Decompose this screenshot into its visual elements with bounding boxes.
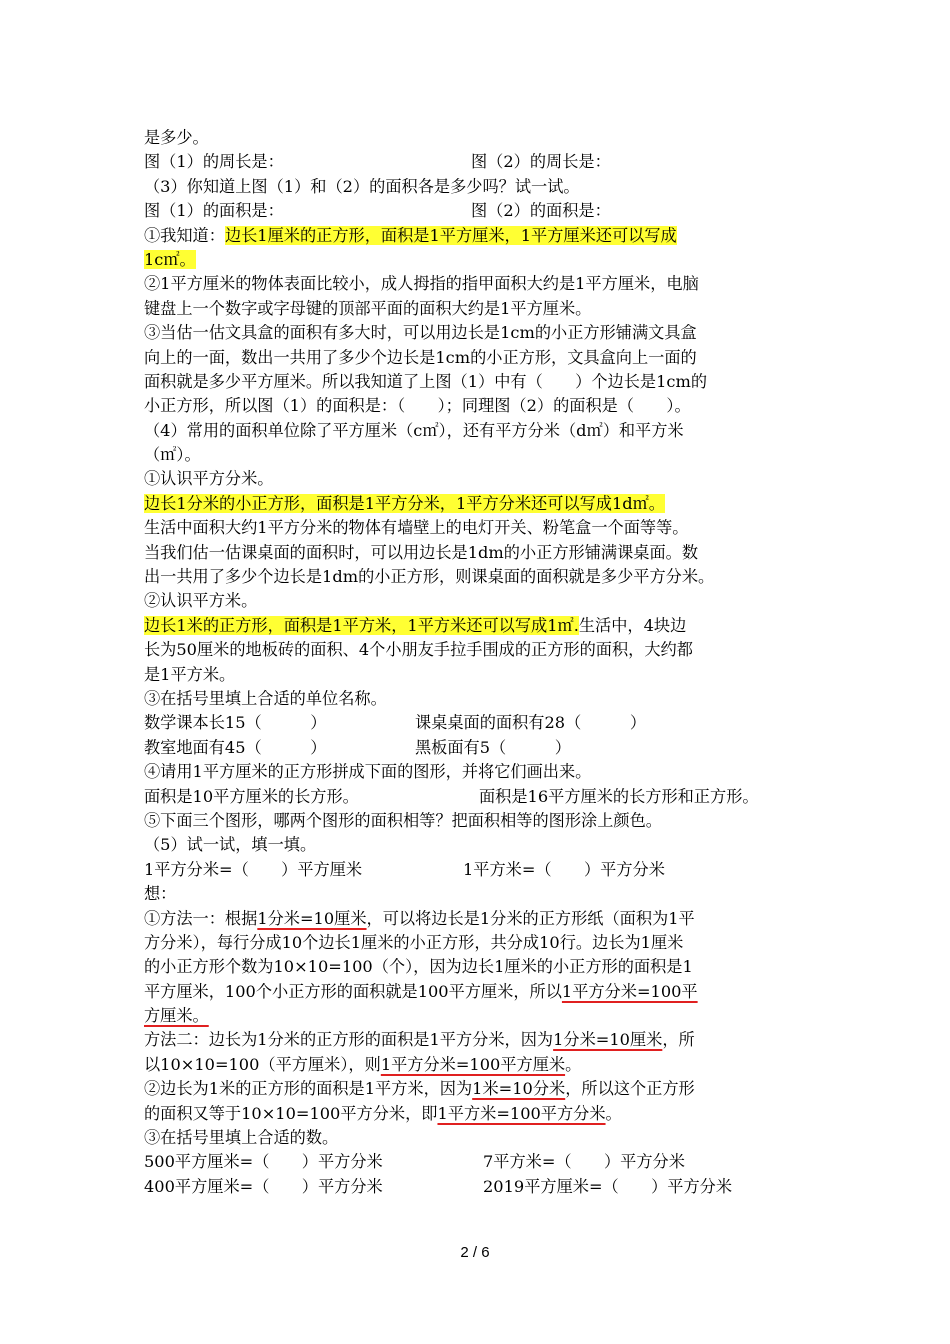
text-line: ①认识平方分米。: [144, 469, 274, 489]
highlighted-definition: 边长1厘米的正方形，面积是1平方厘米，1平方厘米还可以写成: [224, 225, 677, 245]
area-fig2-label: 图（2）的面积是：: [471, 201, 611, 221]
text-line: ②认识平方米。: [144, 591, 258, 611]
text-line: ③当估一估文具盒的面积有多大时，可以用边长是1cm的小正方形铺满文具盒: [144, 323, 697, 343]
fill-blank-item: 1平方分米=（ ）平方厘米: [144, 859, 363, 879]
fill-blank-item: 2019平方厘米=（ ）平方分米: [483, 1176, 733, 1196]
underlined-fact: 1平方分米=100平: [561, 981, 698, 1001]
text-row: [144, 736, 808, 760]
text-line: 是多少。: [144, 128, 209, 147]
text-line: [144, 614, 808, 638]
fill-blank-item: 7平方米=（ ）平方分米: [483, 1152, 685, 1172]
perimeter-fig2-label: 图（2）的周长是：: [471, 152, 611, 172]
body-text: ，所以这个正方形: [565, 1079, 695, 1099]
text-row: [144, 1150, 808, 1174]
body-text: ，可以将边长是1分米的正方形纸（面积为1平: [366, 908, 695, 928]
text-line: [144, 224, 808, 248]
text-line: [144, 907, 808, 931]
fill-blank-item: 500平方厘米=（ ）平方分米: [144, 1152, 383, 1172]
body-text: ，所: [662, 1030, 695, 1050]
fill-blank-item: 1平方米=（ ）平方分米: [463, 859, 665, 879]
task-item: 面积是10平方厘米的长方形。: [144, 786, 359, 806]
underlined-fact: 1平方分米=100平方厘米: [380, 1054, 566, 1074]
text-row: [144, 150, 808, 174]
text-line: 想：: [144, 884, 177, 904]
text-line: [144, 1102, 808, 1126]
area-fig1-label: 图（1）的面积是：: [144, 201, 284, 221]
text-row: [144, 199, 808, 223]
body-text: ①方法一：根据: [144, 908, 258, 928]
body-text: 生活中，4块边: [578, 615, 687, 635]
body-text: ②边长为1米的正方形的面积是1平方米，因为: [144, 1079, 473, 1099]
lead-text: ①我知道：: [144, 225, 225, 245]
text-line: 是1平方米。: [144, 664, 236, 684]
text-row: [144, 1175, 808, 1199]
body-text: 方法二：边长为1分米的正方形的面积是1平方分米，因为: [144, 1030, 554, 1050]
text-line: [144, 980, 808, 1004]
fill-blank-item: 数学课本长15（ ）: [144, 713, 327, 733]
text-row: [144, 711, 808, 735]
text-line: [144, 1053, 808, 1077]
text-line: （4）常用的面积单位除了平方厘米（c㎡），还有平方分米（d㎡）和平方米: [144, 420, 684, 440]
page-number: 2 / 6: [460, 1244, 490, 1261]
underlined-fact: 1米=10分米: [472, 1079, 566, 1099]
perimeter-fig1-label: 图（1）的周长是：: [144, 152, 284, 172]
fill-blank-item: 400平方厘米=（ ）平方分米: [144, 1176, 383, 1196]
text-line: [144, 1004, 808, 1028]
text-line: ⑤下面三个图形，哪两个图形的面积相等？把面积相等的图形涂上颜色。: [144, 810, 662, 830]
highlighted-definition: 边长1分米的小正方形，面积是1平方分米，1平方分米还可以写成1d㎡。: [144, 493, 665, 513]
text-line: 方分米），每行分成10个边长1厘米的小正方形，共分成10行。边长为1厘米: [144, 932, 684, 952]
text-line: （3）你知道上图（1）和（2）的面积各是多少吗？试一试。: [144, 176, 580, 196]
text-line: 长为50厘米的地板砖的面积、4个小朋友手拉手围成的正方形的面积，大约都: [144, 640, 693, 660]
highlighted-definition: 边长1米的正方形，面积是1平方米，1平方米还可以写成1㎡.: [144, 615, 579, 635]
text-line: [144, 248, 808, 272]
text-line: （㎡）。: [144, 445, 201, 465]
underlined-fact: 1分米=10厘米: [257, 908, 367, 928]
task-item: 面积是16平方厘米的长方形和正方形。: [479, 786, 759, 806]
fill-blank-item: 课桌桌面的面积有28（ ）: [415, 713, 647, 733]
text-line: [144, 1028, 808, 1052]
text-line: 小正方形，所以图（1）的面积是：（ ）；同理图（2）的面积是（ ）。: [144, 396, 691, 416]
body-text: 。: [565, 1054, 582, 1074]
text-row: [144, 785, 808, 809]
underlined-fact: 1平方米=100平方分米: [437, 1103, 606, 1123]
body-text: 。: [605, 1103, 622, 1123]
text-line: 当我们估一估课桌面的面积时，可以用边长是1dm的小正方形铺满课桌面。数: [144, 542, 699, 562]
fill-blank-item: 教室地面有45（ ）: [144, 737, 327, 757]
body-text: 以10×10=100（平方厘米），则: [144, 1054, 381, 1074]
document-body: [144, 126, 808, 1199]
fill-blank-item: 黑板面有5（ ）: [415, 737, 571, 757]
text-line: ②1平方厘米的物体表面比较小，成人拇指的指甲面积大约是1平方厘米，电脑: [144, 274, 699, 294]
text-line: [144, 492, 808, 516]
text-line: （5）试一试，填一填。: [144, 835, 317, 855]
highlighted-definition: 1c㎡。: [144, 249, 196, 269]
underlined-fact: 1分米=10厘米: [553, 1030, 663, 1050]
text-line: 生活中面积大约1平方分米的物体有墙壁上的电灯开关、粉笔盒一个面等等。: [144, 518, 689, 538]
text-line: 键盘上一个数字或字母键的顶部平面的面积大约是1平方厘米。: [144, 298, 592, 318]
text-line: 向上的一面，数出一共用了多少个边长是1cm的小正方形，文具盒向上一面的: [144, 347, 697, 367]
text-row: [144, 858, 808, 882]
text-line: [144, 1077, 808, 1101]
text-line: 出一共用了多少个边长是1dm的小正方形，则课桌面的面积就是多少平方分米。: [144, 567, 715, 587]
text-line: ③在括号里填上合适的单位名称。: [144, 688, 387, 708]
text-line: 面积就是多少平方厘米。所以我知道了上图（1）中有（ ）个边长是1cm的: [144, 371, 708, 391]
text-line: ③在括号里填上合适的数。: [144, 1128, 339, 1148]
text-line: 的小正方形个数为10×10=100（个），因为边长1厘米的小正方形的面积是1: [144, 957, 693, 977]
text-line: ④请用1平方厘米的正方形拼成下面的图形，并将它们画出来。: [144, 762, 592, 782]
body-text: 平方厘米，100个小正方形的面积就是100平方厘米，所以: [144, 981, 562, 1001]
underlined-fact: 方厘米。: [144, 1006, 209, 1026]
body-text: 的面积又等于10×10=100平方分米，即: [144, 1103, 438, 1123]
